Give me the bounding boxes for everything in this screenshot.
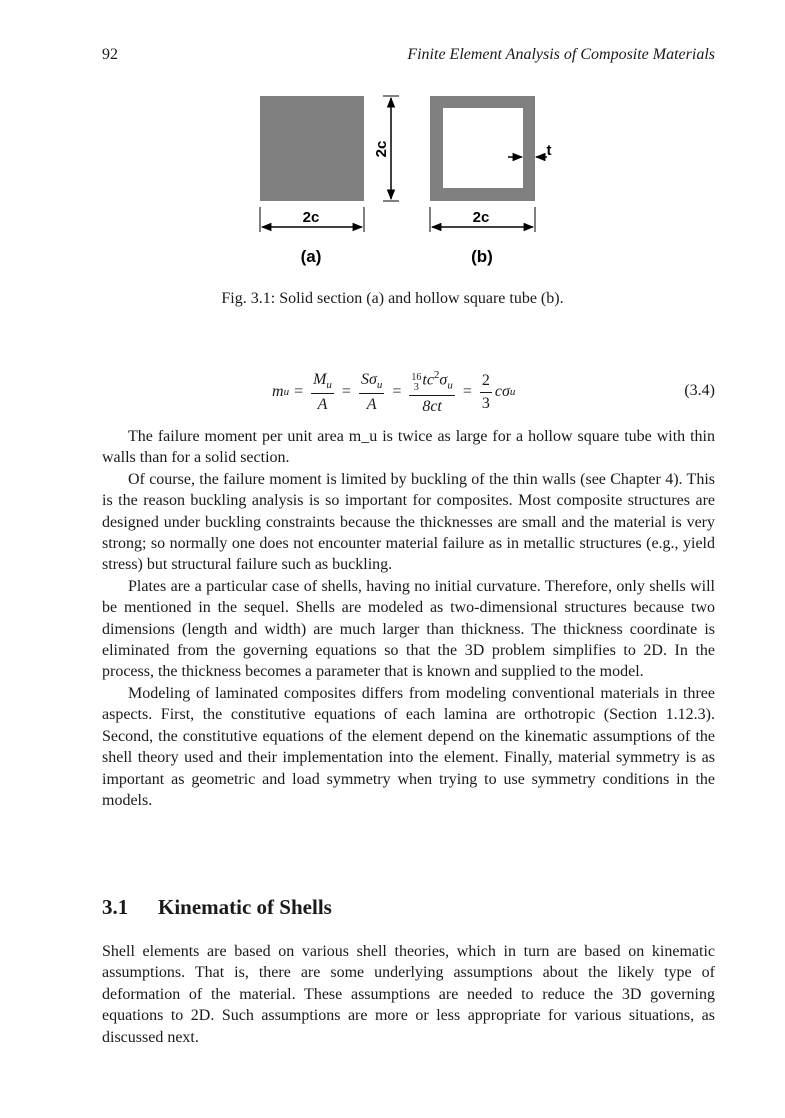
fraction-Mu-over-A: $\frac{M_u}{A}$ bbox=[313, 370, 332, 413]
panel-a-height-label: 2c bbox=[373, 140, 390, 158]
paragraph: The failure moment per unit area m_u is twice as large for a hollow square tube with thin walls than for a solid section. bbox=[102, 428, 715, 467]
equation-3-4: m u = $\frac{M_u}{A}$ = $\frac{S\sigma_u}{A}$ = 16 3 $tc^2\sigma_u$ 8ct = $\frac{2}{3}$ cσ u (3.4) bbox=[272, 368, 715, 415]
running-title: Finite Element Analysis of Composite Materials bbox=[407, 46, 715, 63]
panel-b-width-label: 2c bbox=[472, 209, 490, 226]
page-number: 92 bbox=[102, 46, 118, 63]
figure-caption: Fig. 3.1: Solid section (a) and hollow square tube (b). bbox=[221, 290, 564, 307]
paragraph: Of course, the failure moment is limited by buckling of the thin walls (see Chapter 4). This is the reason buckling analysis is so important for composites. Most composite structures are designed under buckling constraints because the thicknesses are small and the material is very strong; so normally one does not encounter material failure as in metallic structures (e.g., yield stress) but structural failure such as buckling. bbox=[102, 470, 715, 574]
fraction-two-thirds: $\frac{2}{3}$ bbox=[481, 371, 490, 412]
solid-section bbox=[260, 96, 364, 201]
hollow-tube-section bbox=[430, 96, 535, 201]
section-heading bbox=[102, 895, 332, 920]
body-text bbox=[102, 426, 715, 811]
panel-b-label: (b) bbox=[471, 247, 493, 266]
fraction-S-sigma-over-A: $\frac{S\sigma_u}{A}$ bbox=[360, 370, 383, 413]
panel-a-label: (a) bbox=[300, 247, 322, 266]
section-text bbox=[102, 941, 715, 1048]
panel-a-width-label: 2c bbox=[302, 209, 320, 226]
fraction-tube-moment: 16 3 $tc^2\sigma_u$ 8ct bbox=[411, 368, 453, 415]
paragraph: Shell elements are based on various shell theories, which in turn are based on kinematic assumptions. That is, there are some underlying assumptions about the likely type of deformation of the material. These assumptions are needed to reduce the 3D governing equations to 2D. Such assumptions are more or less appropriate for various situations, as discussed next. bbox=[102, 943, 715, 1046]
section-title: Kinematic of Shells bbox=[158, 895, 332, 919]
equation-number: (3.4) bbox=[684, 382, 715, 399]
panel-b-thickness-label: t bbox=[546, 142, 552, 159]
paragraph: Modeling of laminated composites differs from modeling conventional materials in three aspects. First, the constitutive equations of each lamina are orthotropic (Section 1.12.3). Second, the constitutive equations of the element depend on the kinematic assumptions of the shell theory used and their implementation into the element. Finally, material symmetry is as important as geometric and load symmetry when trying to use symmetry conditions in the models. bbox=[102, 684, 715, 809]
figure-3-1 bbox=[0, 0, 785, 280]
paragraph: Plates are a particular case of shells, having no initial curvature. Therefore, only shells will be mentioned in the sequel. Shells are modeled as two-dimensional structures because two dimensions (length and width) are much larger than thickness. The thickness coordinate is eliminated from the governing equations so that the 3D problem simplifies to 2D. In the process, the thickness becomes a parameter that is known and supplied to the model. bbox=[102, 577, 715, 681]
section-number: 3.1 bbox=[102, 895, 129, 919]
